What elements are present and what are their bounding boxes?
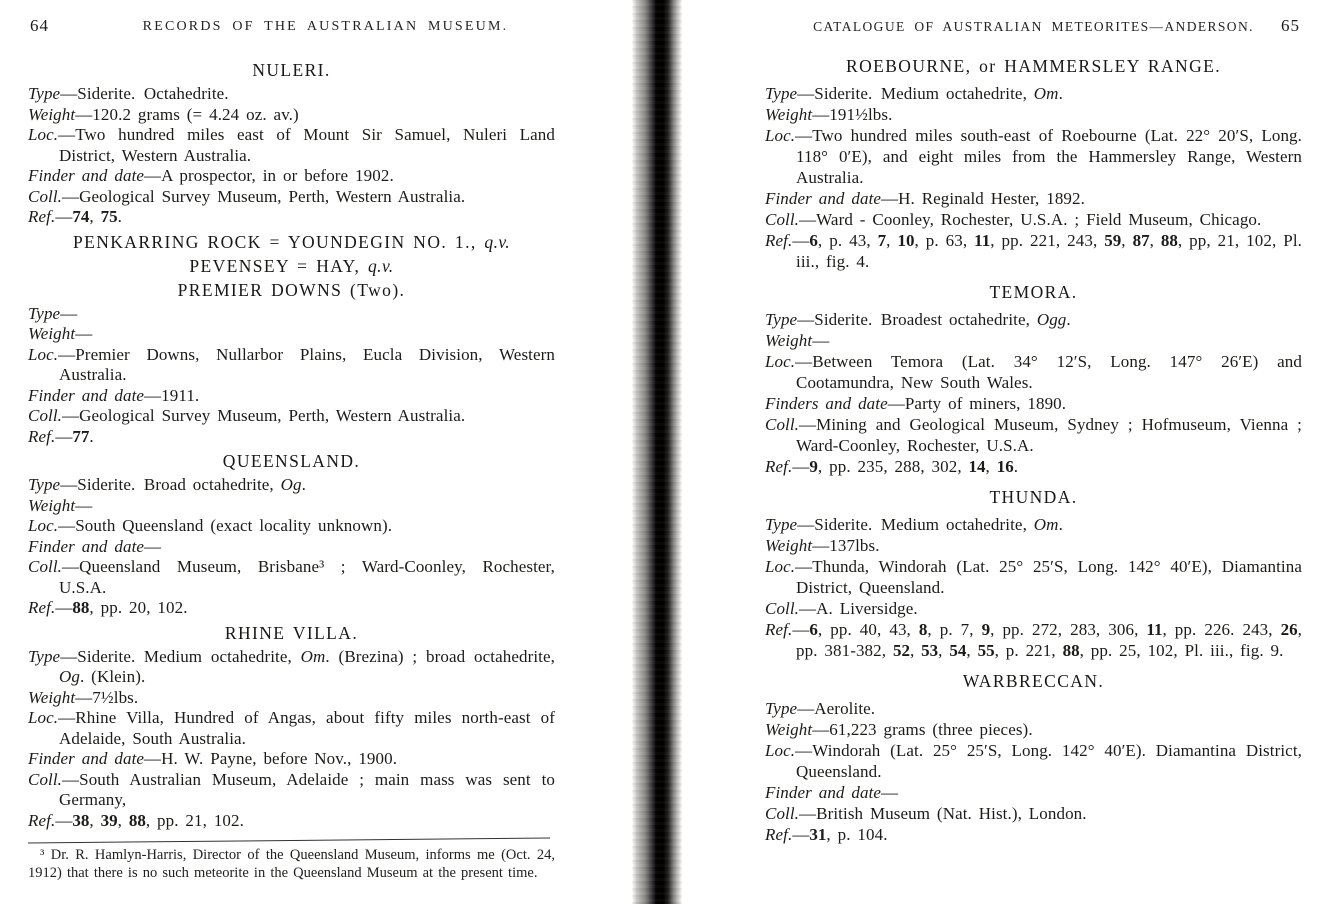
- entry-field: [765, 351, 1302, 393]
- entry-field: [765, 556, 1302, 598]
- text-segment: —120.2 grams (= 4.24 oz. av.): [75, 104, 299, 124]
- field-label: Weight: [765, 720, 813, 739]
- bold-ref-number: 53: [921, 641, 939, 660]
- entry-field: [765, 782, 1302, 803]
- page-number-left: 64: [30, 16, 49, 35]
- field-label: Weight: [765, 105, 813, 124]
- text-segment: , pp. 20, 102.: [89, 598, 188, 617]
- page-body-right: [765, 57, 1302, 845]
- entry-field: [765, 209, 1302, 230]
- entry-field: [28, 516, 555, 537]
- text-segment: —Rhine Villa, Hundred of Angas, about fifty miles north-east of Adelaide, South Australia.: [58, 708, 555, 748]
- field-label: Ogg: [1036, 310, 1067, 329]
- text-segment: , pp. 25, 102, Pl. iii., fig. 9.: [1079, 641, 1284, 660]
- field-label: Weight: [28, 495, 76, 515]
- text-segment: .: [301, 475, 306, 494]
- field-label: Finder and date: [765, 783, 882, 802]
- field-label: Og: [59, 667, 80, 686]
- field-label: Loc.: [28, 125, 59, 144]
- field-label: Coll.: [765, 804, 800, 823]
- running-title-right: CATALOGUE OF AUSTRALIAN METEORITES—ANDERSON.: [813, 19, 1254, 34]
- field-label: q.v.: [368, 255, 394, 276]
- text-segment: —A. Liversidge.: [799, 599, 918, 618]
- bold-ref-number: 16: [996, 457, 1014, 476]
- entry-field: [28, 304, 555, 325]
- field-label: Finder and date: [28, 385, 145, 405]
- meteorite-entry: [28, 452, 555, 619]
- entry-heading: [28, 452, 555, 471]
- field-label: Om: [1033, 515, 1059, 534]
- field-label: Coll.: [28, 557, 63, 576]
- text-segment: ,: [89, 810, 101, 830]
- entry-field: [28, 406, 555, 427]
- text-segment: —Siderite. Medium octahedrite,: [797, 84, 1034, 103]
- entry-field: [28, 125, 555, 166]
- text-segment: .: [1058, 515, 1063, 534]
- text-segment: .: [89, 426, 94, 446]
- text-segment: —Ward - Coonley, Rochester, U.S.A. ; Field Museum, Chicago.: [799, 210, 1262, 229]
- field-label: Weight: [765, 331, 813, 350]
- entry-heading: [765, 57, 1302, 76]
- text-segment: —Siderite. Octahedrite.: [60, 84, 229, 103]
- field-label: Coll.: [765, 415, 800, 434]
- bold-ref-number: 26: [1280, 620, 1298, 639]
- field-label: Coll.: [765, 210, 800, 229]
- text-segment: PENKARRING ROCK = YOUNDEGIN NO. 1.,: [73, 231, 485, 252]
- field-label: Weight: [28, 324, 76, 343]
- entry-field: [28, 427, 555, 448]
- bold-ref-number: 88: [128, 810, 146, 830]
- entry-heading: [28, 61, 555, 80]
- text-segment: —: [792, 620, 810, 639]
- text-segment: —: [75, 324, 93, 343]
- field-label: Finder and date: [765, 189, 882, 208]
- text-segment: . (Klein).: [79, 667, 146, 686]
- entry-heading: [765, 283, 1302, 302]
- field-label: Loc.: [28, 516, 59, 535]
- field-label: Coll.: [765, 599, 800, 618]
- text-segment: ,: [89, 207, 101, 226]
- text-segment: —Two hundred miles south-east of Roebourne (Lat. 22° 20′S, Long. 118° 0′E), and eight miles from the Hammersley Range, Western Australia.: [795, 126, 1302, 187]
- entry-field: [765, 824, 1302, 845]
- entry-field: [28, 557, 555, 598]
- text-segment: , pp. 221, 243,: [990, 231, 1105, 250]
- text-segment: , pp. 272, 283, 306,: [990, 620, 1147, 639]
- entry-field: [765, 514, 1302, 535]
- entry-field: [28, 811, 555, 832]
- text-segment: , p. 104.: [826, 825, 888, 844]
- page-64: [28, 0, 555, 882]
- field-label: Ref.: [765, 825, 793, 844]
- text-segment: , pp, 21, 102, Pl. iii., fig. 4.: [796, 231, 1303, 271]
- entry-field: [765, 83, 1302, 104]
- field-label: Coll.: [28, 186, 63, 206]
- field-label: Finder and date: [28, 749, 145, 768]
- text-segment: —7½lbs.: [75, 687, 139, 707]
- entry-field: [765, 125, 1302, 188]
- entry-field: [765, 330, 1302, 351]
- field-label: Finder and date: [28, 536, 145, 556]
- text-segment: —Geological Survey Museum, Perth, Western Australia.: [62, 406, 466, 425]
- meteorite-entry: [765, 57, 1302, 272]
- bold-ref-number: 75: [100, 207, 118, 226]
- entry-field: [765, 456, 1302, 477]
- text-segment: ,: [1121, 231, 1133, 250]
- entry-heading: [28, 624, 555, 643]
- bold-ref-number: 88: [1062, 641, 1080, 660]
- bold-ref-number: 8: [918, 620, 928, 639]
- footnote: ³ Dr. R. Hamlyn-Harris, Director of the Queensland Museum, informs me (Oct. 24, 1912) that there is no such meteorite in the Queensland Museum at the present time.: [28, 847, 555, 881]
- entry-field: [28, 770, 555, 811]
- field-label: Ref.: [28, 426, 56, 446]
- entry-field: [765, 598, 1302, 619]
- footnote-rule: [28, 837, 550, 843]
- entry-field: [765, 803, 1302, 824]
- entry-field: [765, 619, 1302, 661]
- entry-field: [28, 166, 555, 187]
- text-segment: —Geological Survey Museum, Perth, Western Australia.: [62, 186, 466, 206]
- bold-ref-number: 39: [100, 810, 118, 830]
- field-label: Weight: [28, 687, 76, 707]
- text-segment: .: [1013, 457, 1019, 476]
- text-segment: ,: [938, 641, 950, 660]
- bold-ref-number: 9: [809, 457, 818, 476]
- text-segment: , p. 7,: [927, 620, 982, 639]
- text-segment: RHINE VILLA.: [224, 622, 359, 643]
- field-label: Loc.: [765, 557, 796, 576]
- bold-ref-number: 55: [977, 641, 995, 660]
- text-segment: —H. Reginald Hester, 1892.: [881, 189, 1085, 208]
- field-label: Loc.: [28, 344, 59, 364]
- text-segment: ,: [966, 641, 978, 660]
- entry-field: [765, 698, 1302, 719]
- field-label: q.v.: [484, 231, 510, 252]
- bold-ref-number: 77: [72, 426, 90, 446]
- entry-field: [765, 230, 1302, 272]
- running-header-right: [765, 16, 1302, 39]
- text-segment: , pp. 235, 288, 302,: [817, 457, 969, 476]
- entry-heading: [28, 281, 555, 300]
- field-label: Om: [300, 646, 326, 666]
- entry-field: [28, 187, 555, 208]
- text-segment: ROEBOURNE, or HAMMERSLEY RANGE.: [846, 56, 1221, 76]
- text-segment: ,: [117, 810, 129, 830]
- meteorite-entry: [28, 233, 555, 252]
- bold-ref-number: 54: [949, 641, 967, 660]
- field-label: Ref.: [765, 620, 793, 639]
- text-segment: —: [792, 457, 810, 476]
- text-segment: —: [55, 207, 73, 226]
- text-segment: WARBRECCAN.: [962, 671, 1105, 691]
- field-label: Og: [280, 475, 302, 494]
- field-label: Coll.: [28, 406, 63, 425]
- entry-field: [28, 647, 555, 688]
- bold-ref-number: 52: [892, 641, 910, 660]
- text-segment: , pp. 381-382,: [796, 620, 1302, 660]
- entry-field: [28, 324, 555, 345]
- bold-ref-number: 88: [72, 598, 90, 617]
- entry-field: [28, 105, 555, 126]
- field-label: Ref.: [765, 457, 793, 476]
- text-segment: PEVENSEY = HAY,: [189, 255, 369, 276]
- text-segment: —: [144, 536, 162, 556]
- entry-field: [765, 104, 1302, 125]
- book-gutter-shadow: [632, 0, 682, 904]
- entry-field: [28, 537, 555, 558]
- text-segment: , pp. 40, 43,: [817, 620, 919, 639]
- text-segment: —Siderite. Broadest octahedrite,: [797, 310, 1037, 329]
- text-segment: . (Brezina) ; broad octahedrite,: [325, 646, 555, 666]
- entry-field: [765, 188, 1302, 209]
- bold-ref-number: 6: [809, 620, 818, 639]
- text-segment: —Siderite. Medium octahedrite,: [60, 646, 301, 666]
- text-segment: , p. 63,: [914, 231, 975, 250]
- text-segment: —137lbs.: [812, 536, 880, 555]
- meteorite-entry: [765, 672, 1302, 845]
- field-label: Type: [28, 475, 61, 494]
- entry-heading: [28, 233, 555, 252]
- text-segment: —191½lbs.: [812, 105, 893, 124]
- text-segment: —Between Temora (Lat. 34° 12′S, Long. 147° 26′E) and Cootamundra, New South Wales.: [795, 352, 1302, 392]
- text-segment: , p. 43,: [817, 231, 878, 250]
- field-label: Loc.: [28, 708, 59, 727]
- running-title-left: RECORDS OF THE AUSTRALIAN MUSEUM.: [142, 19, 509, 34]
- text-segment: —Thunda, Windorah (Lat. 25° 25′S, Long. 142° 40′E), Diamantina District, Queensland.: [795, 557, 1302, 597]
- text-segment: —61,223 grams (three pieces).: [812, 720, 1033, 739]
- entry-field: [28, 688, 555, 709]
- bold-ref-number: 38: [72, 810, 90, 830]
- field-label: Ref.: [28, 810, 56, 830]
- entry-field: [28, 386, 555, 407]
- bold-ref-number: 88: [1160, 231, 1178, 250]
- entry-field: [765, 535, 1302, 556]
- field-label: Ref.: [28, 207, 56, 226]
- text-segment: —A prospector, in or before 1902.: [144, 166, 394, 185]
- text-segment: —Siderite. Broad octahedrite,: [60, 475, 281, 494]
- entry-field: [765, 393, 1302, 414]
- field-label: Loc.: [765, 741, 796, 760]
- bold-ref-number: 59: [1104, 231, 1122, 250]
- text-segment: , p. 221,: [994, 641, 1063, 660]
- text-segment: —Premier Downs, Nullarbor Plains, Eucla Division, Western Australia.: [58, 344, 555, 384]
- bold-ref-number: 10: [897, 231, 915, 250]
- field-label: Type: [28, 303, 61, 323]
- field-label: Finders and date: [765, 394, 888, 413]
- text-segment: —Queensland Museum, Brisbane³ ; Ward-Coonley, Rochester, U.S.A.: [59, 557, 555, 597]
- text-segment: —: [75, 495, 93, 515]
- text-segment: —Mining and Geological Museum, Sydney ; Hofmuseum, Vienna ; Ward-Coonley, Rochester, U.S.A.: [796, 415, 1302, 455]
- bold-ref-number: 74: [72, 207, 90, 226]
- text-segment: NULERI.: [252, 60, 331, 80]
- text-segment: ,: [886, 231, 898, 250]
- field-label: Loc.: [765, 352, 796, 371]
- text-segment: —: [55, 598, 73, 617]
- text-segment: —Aerolite.: [797, 699, 876, 718]
- text-segment: —South Australian Museum, Adelaide ; main mass was sent to Germany,: [59, 769, 555, 809]
- text-segment: QUEENSLAND.: [222, 451, 361, 471]
- text-segment: .: [1058, 84, 1063, 103]
- entry-heading: [28, 257, 555, 276]
- text-segment: ,: [985, 457, 997, 476]
- text-segment: .: [1066, 310, 1071, 329]
- entry-field: [28, 84, 555, 105]
- entry-field: [765, 414, 1302, 456]
- entry-heading: [765, 672, 1302, 691]
- text-segment: —: [881, 783, 899, 802]
- text-segment: —Party of miners, 1890.: [887, 394, 1067, 413]
- text-segment: TEMORA.: [989, 282, 1078, 302]
- page-number-right: 65: [1281, 16, 1300, 35]
- field-label: Om: [1033, 84, 1059, 103]
- text-segment: PREMIER DOWNS (Two).: [177, 279, 406, 300]
- text-segment: THUNDA.: [989, 487, 1078, 507]
- text-segment: —Siderite. Medium octahedrite,: [797, 515, 1034, 534]
- field-label: Type: [765, 515, 798, 534]
- page-body-left: [28, 61, 555, 882]
- entry-field: [28, 475, 555, 496]
- entry-heading: [765, 488, 1302, 507]
- field-label: Finder and date: [28, 166, 145, 185]
- bold-ref-number: 87: [1132, 231, 1150, 250]
- text-segment: ,: [1149, 231, 1161, 250]
- field-label: Weight: [28, 104, 76, 124]
- bold-ref-number: 9: [981, 620, 991, 639]
- meteorite-entry: [28, 257, 555, 276]
- text-segment: —Windorah (Lat. 25° 25′S, Long. 142° 40′E). Diamantina District, Queensland.: [795, 741, 1302, 781]
- field-label: Type: [765, 84, 798, 103]
- meteorite-entry: [28, 624, 555, 832]
- text-segment: —: [60, 303, 78, 323]
- field-label: Loc.: [765, 126, 796, 145]
- bold-ref-number: 14: [968, 457, 986, 476]
- bold-ref-number: 11: [1146, 620, 1163, 639]
- entry-field: [765, 740, 1302, 782]
- text-segment: —Two hundred miles east of Mount Sir Samuel, Nuleri Land District, Western Australia.: [58, 125, 555, 165]
- bold-ref-number: 6: [809, 231, 818, 250]
- field-label: Ref.: [765, 231, 793, 250]
- text-segment: —: [55, 810, 73, 830]
- text-segment: —: [792, 825, 810, 844]
- page-65: [765, 0, 1302, 845]
- text-segment: —: [55, 426, 73, 446]
- field-label: Type: [28, 646, 61, 666]
- meteorite-entry: [28, 281, 555, 448]
- bold-ref-number: 31: [809, 825, 827, 844]
- text-segment: .: [117, 207, 122, 226]
- text-segment: —H. W. Payne, before Nov., 1900.: [144, 749, 398, 768]
- field-label: Coll.: [28, 769, 63, 789]
- text-segment: ,: [909, 641, 922, 660]
- text-segment: , pp. 21, 102.: [145, 810, 244, 830]
- entry-field: [765, 719, 1302, 740]
- text-segment: —British Museum (Nat. Hist.), London.: [799, 804, 1087, 823]
- bold-ref-number: 11: [974, 231, 991, 250]
- entry-field: [28, 496, 555, 517]
- meteorite-entry: [28, 61, 555, 228]
- text-segment: —: [792, 231, 810, 250]
- meteorite-entry: [765, 283, 1302, 477]
- bold-ref-number: 7: [877, 231, 887, 250]
- field-label: Type: [765, 699, 798, 718]
- field-label: Type: [765, 310, 798, 329]
- entry-field: [28, 749, 555, 770]
- entry-field: [28, 207, 555, 228]
- text-segment: —1911.: [144, 385, 200, 405]
- running-header-left: [28, 16, 555, 39]
- field-label: Ref.: [28, 598, 56, 617]
- entry-field: [765, 309, 1302, 330]
- entry-field: [28, 598, 555, 619]
- text-segment: —: [812, 331, 830, 350]
- field-label: Weight: [765, 536, 813, 555]
- field-label: Type: [28, 84, 61, 103]
- text-segment: —South Queensland (exact locality unknown).: [58, 516, 393, 535]
- entry-field: [28, 708, 555, 749]
- text-segment: , pp. 226. 243,: [1162, 620, 1281, 639]
- entry-field: [28, 345, 555, 386]
- meteorite-entry: [765, 488, 1302, 661]
